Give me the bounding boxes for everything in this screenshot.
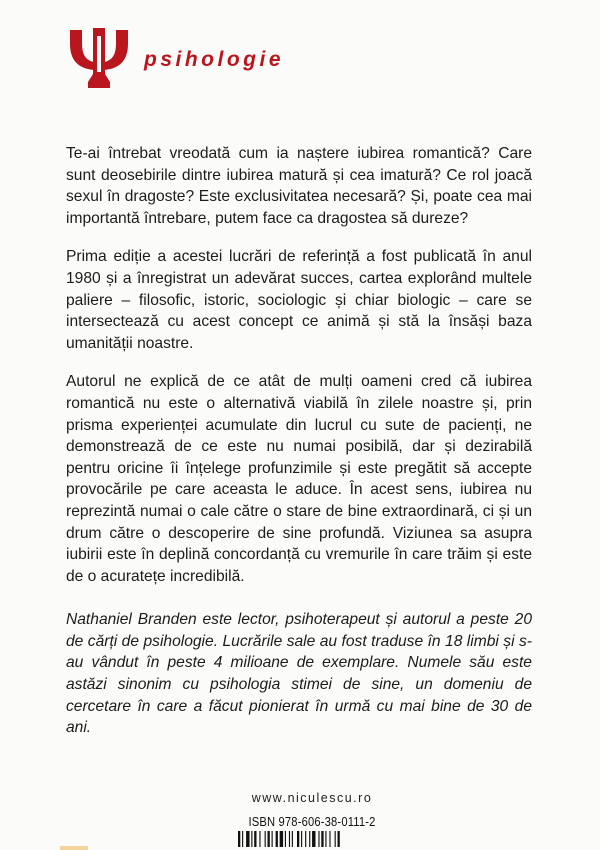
paragraph-first-edition: Prima ediție a acestei lucrări de referință a fost publicată în anul 1980 și a înregistrat un adevărat succes, cartea explorând multele paliere – filosofic, istoric, sociologic și chiar biologic – care se intersectează cu acest concept ce animă și stă la însăși baza umanității noastre. xyxy=(66,248,532,352)
paragraph-intro-questions: Te-ai întrebat vreodată cum ia naștere iubirea romantică? Care sunt deosebirile dintre iubirea matură și cea imatură? Ce rol joacă sexul în dragoste? Este exclusivitatea necesară? Și, poate cea mai importantă întrebare, putem face ca dragostea să dureze? xyxy=(66,145,532,227)
barcode-bar xyxy=(280,831,283,847)
isbn-number: ISBN 978-606-38-0111-2 xyxy=(248,814,376,829)
barcode-bar xyxy=(285,831,286,847)
barcode-bar xyxy=(297,831,299,847)
barcode-bar xyxy=(312,831,315,847)
barcode-bar xyxy=(289,831,290,847)
barcode-bar xyxy=(254,831,256,847)
publisher-website: www.niculescu.ro xyxy=(251,791,373,805)
barcode-bar xyxy=(329,831,330,847)
barcode-bar xyxy=(318,831,319,847)
barcode-icon xyxy=(237,831,387,847)
barcode-bar xyxy=(301,831,302,847)
barcode-bar xyxy=(238,831,240,847)
barcode-bar xyxy=(259,831,260,847)
barcode-bar xyxy=(325,831,326,847)
barcode-bar xyxy=(242,831,243,847)
barcode-bar xyxy=(338,831,340,847)
paragraph-author-explains: Autorul ne explică de ce atât de mulți oameni cred că iubirea romantică nu este o alternativă viabilă în zilele noastre și, prin prisma experienței acumulate din lucrul cu sute de pacienți, ne demonstrează de ce este nu numai posibilă, dar și dezirabilă pentru oricine îi înțelege profunzimile și este pregătit să accepte provocările pe care aceasta le aduce. În acest sens, iubirea nu reprezintă numai o cale către o stare de bine extraordinară, ci și un drum către o descoperire de sine profundă. Viziunea sa asupra iubirii este în deplină concordanță cu vremurile în care trăim și este de o acuratețe incredibilă. xyxy=(66,373,532,585)
barcode-bar xyxy=(251,831,252,847)
barcode-bar xyxy=(246,831,249,847)
series-header xyxy=(66,26,284,90)
psi-symbol-icon xyxy=(66,26,132,90)
cover-edge-stripe xyxy=(60,846,88,850)
author-bio: Nathaniel Branden este lector, psihoterapeut și autorul a peste 20 de cărți de psihologie. Lucrările sale au fost traduse în 18 limbi și s-au vândut în peste 4 milioane de exemplare. Numele său este astăzi sinonim cu psihologia stimei de sine, un domeniu de cercetare în care a făcut pionierat în urmă cu mai bine de 30 de ani. xyxy=(66,611,532,737)
barcode-bar xyxy=(305,831,306,847)
barcode-bar xyxy=(268,831,270,847)
back-cover-text xyxy=(66,143,532,756)
barcode-bar xyxy=(321,831,323,847)
barcode-bar xyxy=(292,831,293,847)
barcode-bar xyxy=(309,831,310,847)
barcode-bar xyxy=(272,831,273,847)
barcode-bar xyxy=(335,831,336,847)
barcode-bar xyxy=(276,831,278,847)
barcode-bar xyxy=(265,831,266,847)
series-name: psihologie xyxy=(144,48,284,71)
publisher-footer xyxy=(232,791,392,847)
